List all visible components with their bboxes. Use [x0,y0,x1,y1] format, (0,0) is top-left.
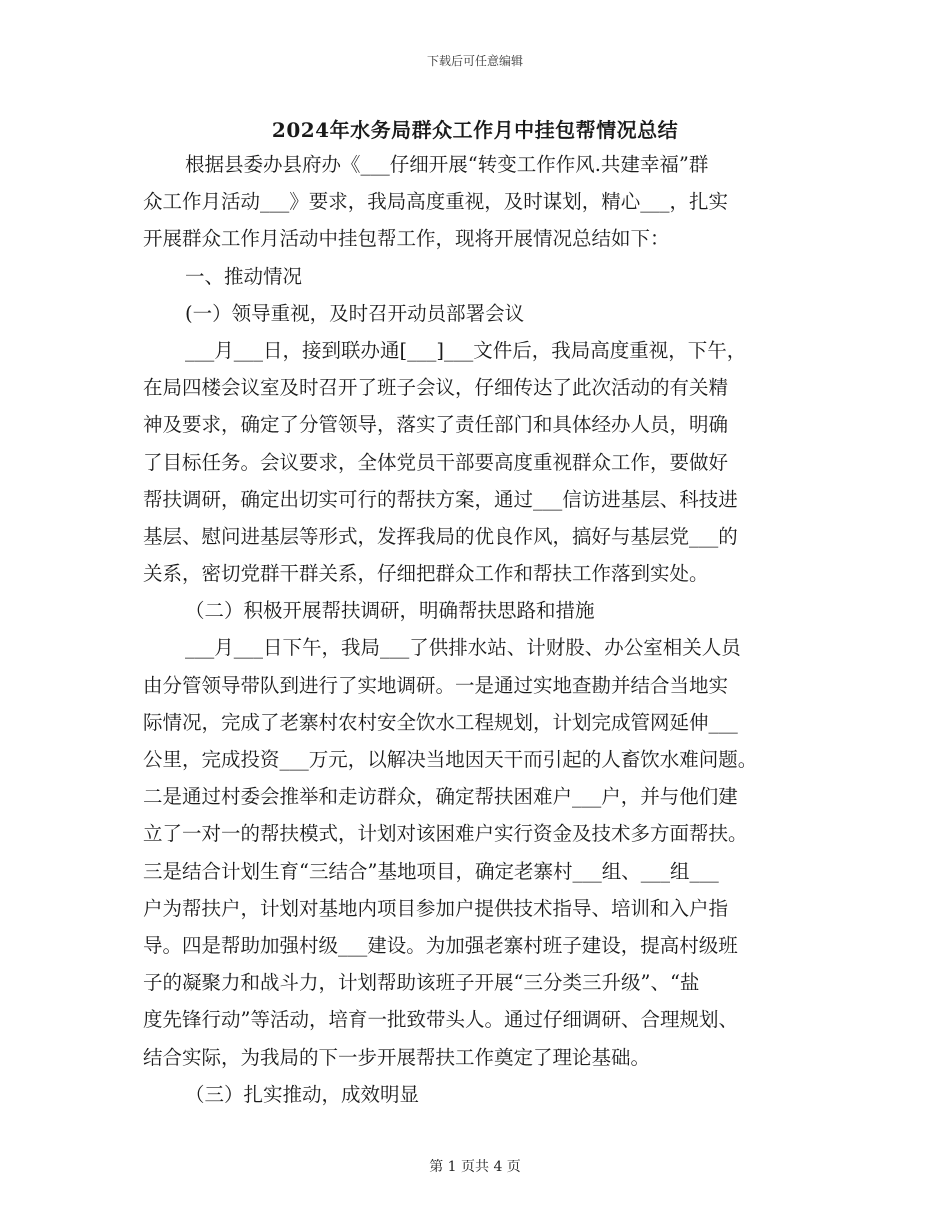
body-line: 际情况，完成了老寨村农村安全饮水工程规划，计划完成管网延伸___ [143,710,738,734]
subsection-heading: (一）领导重视，及时召开动员部署会议 [185,301,525,325]
body-line: 结合实际，为我局的下一步开展帮扶工作奠定了理论基础。 [143,1045,651,1069]
body-line: 由分管领导带队到进行了实地调研。一是通过实地查勘并结合当地实 [143,673,729,697]
page-number: 第 1 页共 4 页 [429,1159,521,1175]
body-line: 度先锋行动”等活动，培育一批致带头人。通过仔细调研、合理规划、 [143,1008,738,1032]
subsection-heading: （二）积极开展帮扶调研，明确帮扶思路和措施 [185,599,595,623]
body-line: 立了一对一的帮扶模式，计划对该困难户实行资金及技术多方面帮扶。 [143,822,748,846]
body-line: 三是结合计划生育“三结合”基地项目，确定老寨村___组、___组___ [143,859,719,883]
subsection-heading: （三）扎实推动，成效明显 [185,1082,420,1106]
body-line: ___月___日下午，我局___了供排水站、计财股、办公室相关人员 [185,636,741,660]
body-line: 神及要求，确定了分管领导，落实了责任部门和具体经办人员，明确 [143,413,729,437]
body-line: 在局四楼会议室及时召开了班子会议，仔细传达了此次活动的有关精 [143,376,729,400]
body-line: 户为帮扶户，计划对基地内项目参加户提供技术指导、培训和入户指 [143,896,729,920]
body-line: 关系，密切党群干群关系，仔细把群众工作和帮扶工作落到实处。 [143,562,709,586]
body-line: ___月___日，接到联办通[___]___文件后，我局高度重视，下午， [185,338,747,362]
body-line: 导。四是帮助加强村级___建设。为加强老寨村班子建设，提高村级班 [143,933,738,957]
body-line: 公里，完成投资___万元，以解决当地因天干而引起的人畜饮水难问题。 [143,748,758,771]
download-note: 下载后可任意编辑 [426,54,523,68]
body-line: 帮扶调研，确定出切实可行的帮扶方案，通过___信访进基层、科技进 [143,487,738,511]
body-line: 众工作月活动___》要求，我局高度重视，及时谋划，精心___，扎实 [143,190,729,214]
section-heading: 一、推动情况 [185,264,303,288]
body-line: 根据县委办县府办《___仔细开展“转变工作作风.共建幸福”群 [185,153,709,176]
body-line: 二是通过村委会推举和走访群众，确定帮扶困难户___户，并与他们建 [143,785,738,809]
body-line: 基层、慰问进基层等形式，发挥我局的优良作风，搞好与基层党___的 [143,524,738,548]
document-body [143,146,805,1113]
document-title: 2024年水务局群众工作月中挂包帮情况总结 [271,118,679,142]
body-line: 开展群众工作月活动中挂包帮工作，现将开展情况总结如下： [143,227,670,251]
body-line: 了目标任务。会议要求，全体党员干部要高度重视群众工作，要做好 [143,450,729,474]
body-line: 子的凝聚力和战斗力，计划帮助该班子开展“三分类三升级”、“盐 [143,971,700,995]
